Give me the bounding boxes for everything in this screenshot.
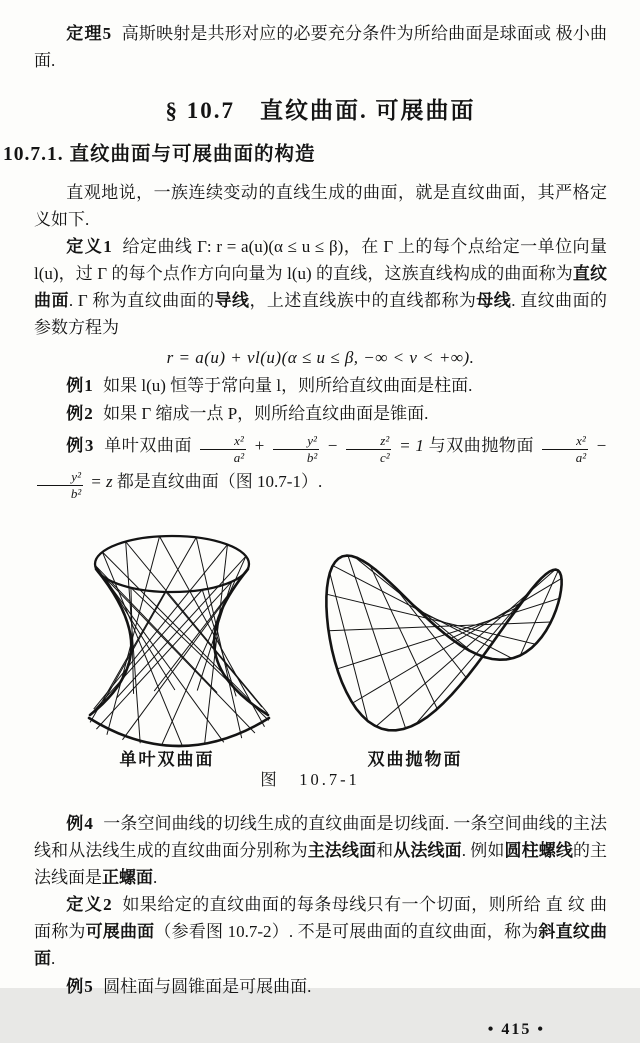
definition-1-text: 给定曲线 Γ: r = a(u)(α ≤ u ≤ β)，在 Γ 上的每个点给定一单位向量 l(u)，过 Γ 的每个点作方向向量为 l(u) 的直线，这族直线构成的曲面称为直纹曲面. Γ 称为直纹曲面的导线，上述直线族中的直线都称为母线. 直纹曲面的参数方程为 xyxy=(34,237,608,337)
definition-2-text: 如果给定的直纹曲面的每条母线只有一个切面，则所给 直 纹 曲 面称为可展曲面（参看图 10.7-2）. 不是可展曲面的直纹曲面，称为斜直纹曲面. xyxy=(34,895,608,969)
example-2-paragraph xyxy=(34,400,607,427)
figure-caption: 图 10.7-1 xyxy=(260,770,360,790)
page-number: • 415 • xyxy=(487,1021,545,1039)
definition-1-paragraph xyxy=(34,233,607,341)
example-4-paragraph xyxy=(34,810,607,891)
theorem-5-paragraph xyxy=(34,20,607,74)
example-3-mid: 与双曲抛物面 xyxy=(428,436,534,455)
hyperboloid-label: 单叶双曲面 xyxy=(119,750,215,770)
hyperboloid-figure xyxy=(84,516,296,756)
example-5-label: 例5 xyxy=(66,977,94,997)
theorem-5-text: 高斯映射是共形对应的必要充分条件为所给曲面是球面或 极小曲面. xyxy=(34,24,608,70)
example-4-label: 例4 xyxy=(66,814,94,834)
example-3-paragraph xyxy=(34,429,607,500)
minus-operator: − xyxy=(326,436,339,455)
paraboloid-label: 双曲抛物面 xyxy=(367,750,463,770)
equals-z: = z xyxy=(90,471,113,491)
fraction-z2-c2: $\frac{\text{z²}}{\text{c²}}$ xyxy=(346,434,391,464)
example-1-text: 如果 l(u) 恒等于常向量 l，则所给直纹曲面是柱面. xyxy=(103,376,473,395)
equals-one: = 1 xyxy=(399,436,424,455)
example-2-text: 如果 Γ 缩成一点 P，则所给直纹曲面是锥面. xyxy=(103,404,429,423)
theorem-5-label: 定理5 xyxy=(66,24,113,43)
figure-10-7-1 xyxy=(34,506,607,802)
example-3-label: 例3 xyxy=(66,436,95,455)
subsection-heading: 10.7.1. 直纹曲面与可展曲面的构造 xyxy=(3,144,316,165)
example-1-label: 例1 xyxy=(66,376,94,395)
example-5-paragraph xyxy=(34,973,607,1000)
fraction-y2-b2-second: $\frac{\text{y²}}{\text{b²}}$ xyxy=(37,470,83,500)
example-5-text: 圆柱面与圆锥面是可展曲面. xyxy=(103,977,312,997)
plus-operator: + xyxy=(253,436,266,455)
example-1-paragraph xyxy=(34,372,607,399)
example-4-text: 一条空间曲线的切线生成的直纹曲面是切线面. 一条空间曲线的主法线和从法线生成的直纹曲面分别称为主法线面和从法线面. 例如圆柱螺线的主法线面是正螺面. xyxy=(34,814,608,888)
hyperbolic-paraboloid-figure xyxy=(316,528,584,748)
fraction-x2-a2: $\frac{\text{x²}}{\text{a²}}$ xyxy=(200,434,246,464)
example-3-post: 都是直纹曲面（图 10.7-1）. xyxy=(116,471,323,491)
fraction-x2-a2-second: $\frac{\text{x²}}{\text{a²}}$ xyxy=(542,434,588,464)
definition-1-label: 定义1 xyxy=(66,237,113,256)
parametric-equation-formula: r = a(u) + vl(u)(α ≤ u ≤ β, −∞ < v < +∞). xyxy=(166,348,475,367)
intro-paragraph: 直观地说，一族连续变动的直线生成的曲面，就是直纹曲面，其严格定义如下. xyxy=(34,183,607,229)
example-3-pre: 单叶双曲面 xyxy=(103,436,193,455)
fraction-y2-b2: $\frac{\text{y²}}{\text{b²}}$ xyxy=(273,434,319,464)
definition-2-label: 定义2 xyxy=(66,895,113,915)
minus-operator-second: − xyxy=(595,436,608,455)
example-2-label: 例2 xyxy=(66,404,94,423)
section-heading: § 10.7 直纹曲面. 可展曲面 xyxy=(165,98,476,123)
definition-2-paragraph xyxy=(34,891,607,972)
